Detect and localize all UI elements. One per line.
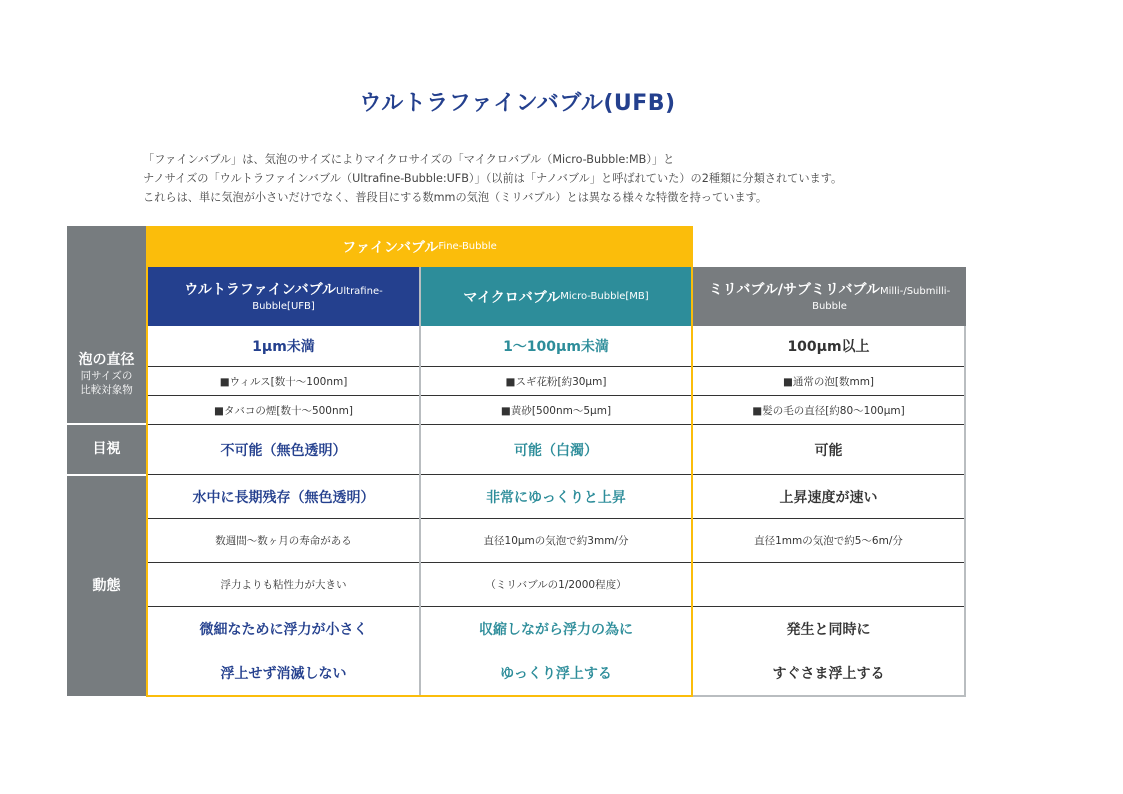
table-border-right — [964, 326, 966, 697]
example1-ufb: ■ウィルス[数十～100nm] — [219, 375, 348, 388]
behavior-r2-ufb: 数週間～数ヶ月の寿命がある — [215, 535, 352, 547]
behavior-r2-mili: 直径1mmの気泡で約5～6m/分 — [754, 535, 903, 547]
visibility-ufb: 不可能（無色透明） — [220, 442, 347, 459]
example2-ufb: ■タバコの煙[数十～500nm] — [214, 404, 353, 417]
behavior-r3-mb: （ミリバブルの1/2000程度） — [485, 579, 627, 591]
column-header-mili — [693, 267, 966, 326]
example2-mb: ■黄砂[500nm～5μm] — [500, 404, 612, 417]
example2-mili: ■髪の毛の直径[約80～100μm] — [752, 404, 905, 417]
column-mili-en-1: Milli-/Submilli- — [879, 285, 951, 297]
table-corner — [67, 226, 146, 326]
row-header-visibility — [67, 425, 146, 474]
fine-bubble-header — [146, 226, 693, 267]
visibility-mili: 可能 — [814, 442, 843, 459]
behavior-r4-ufb-line2: 浮上せず消滅しない — [220, 666, 347, 682]
row-header-behavior-title: 動態 — [92, 577, 121, 594]
column-mb-en: Micro-Bubble[MB] — [560, 291, 649, 302]
behavior-r4-mili — [693, 607, 964, 695]
row-header-visibility-title: 目視 — [92, 441, 121, 457]
size-mili: 100μm以上 — [787, 339, 870, 355]
behavior-r2-mb: 直径10μmの気泡で約3mm/分 — [483, 535, 629, 547]
behavior-r4-mili-line1: 発生と同時に — [786, 622, 871, 638]
column-ufb-en-2: Bubble[UFB] — [252, 300, 315, 312]
size-mb: 1～100μm未満 — [503, 339, 609, 355]
row-header-size-sub1: 同サイズの — [80, 370, 133, 382]
row-header-size-sub2: 比較対象物 — [80, 384, 133, 396]
row-header-size — [67, 326, 146, 423]
fine-bubble-border-bottom — [146, 695, 693, 697]
intro-line: 「ファインバブル」は、気泡のサイズによりマイクロサイズの「マイクロバブル（Micro-Bubble:MB）」と — [143, 153, 675, 166]
behavior-r4-ufb — [148, 607, 419, 695]
column-header-ufb — [148, 267, 419, 326]
behavior-r3-mili — [693, 563, 964, 606]
column-mili-ja: ミリバブル/サブミリバブル — [708, 281, 880, 298]
fine-bubble-en: Fine-Bubble — [438, 241, 497, 252]
size-ufb: 1μm未満 — [252, 339, 315, 355]
behavior-r4-mb-line1: 収縮しながら浮力の為に — [479, 622, 633, 638]
fine-bubble-ja: ファインバブル — [342, 239, 439, 256]
behavior-r3-ufb: 浮力よりも粘性力が大きい — [220, 579, 347, 591]
column-header-mb — [421, 267, 691, 326]
behavior-r1-mili: 上昇速度が速い — [779, 489, 878, 506]
behavior-r1-ufb: 水中に長期残存（無色透明） — [192, 489, 375, 506]
row-header-behavior — [67, 476, 146, 696]
column-ufb-ja: ウルトラファインバブル — [184, 281, 337, 298]
visibility-mb: 可能（白濁） — [514, 442, 598, 459]
example1-mili: ■通常の泡[数mm] — [782, 375, 875, 388]
behavior-r4-ufb-line1: 微細なために浮力が小さく — [199, 622, 368, 638]
column-mili-en-2: Bubble — [812, 300, 847, 312]
page-title: ウルトラファインバブル(UFB) — [359, 91, 676, 116]
example1-mb: ■スギ花粉[約30μm] — [505, 375, 607, 388]
behavior-r4-mb-line2: ゆっくり浮上する — [500, 666, 612, 682]
intro-line: これらは、単に気泡が小さいだけでなく、普段目にする数mmの気泡（ミリバブル）とは異なる様々な特徴を持っています。 — [143, 191, 768, 204]
behavior-r1-mb: 非常にゆっくりと上昇 — [486, 489, 626, 506]
intro-line: ナノサイズの「ウルトラファインバブル（Ultrafine-Bubble:UFB）」（以前は「ナノバブル」と呼ばれていた）の2種類に分類されています。 — [143, 172, 843, 185]
behavior-r4-mb — [421, 607, 691, 695]
column-mb-ja: マイクロバブル — [463, 289, 561, 306]
row-header-size-title: 泡の直径 — [78, 352, 135, 368]
column-ufb-en-1: Ultrafine- — [336, 285, 383, 297]
behavior-r4-mili-line2: すぐさま浮上する — [772, 666, 885, 682]
table-border-bottom — [693, 695, 966, 697]
